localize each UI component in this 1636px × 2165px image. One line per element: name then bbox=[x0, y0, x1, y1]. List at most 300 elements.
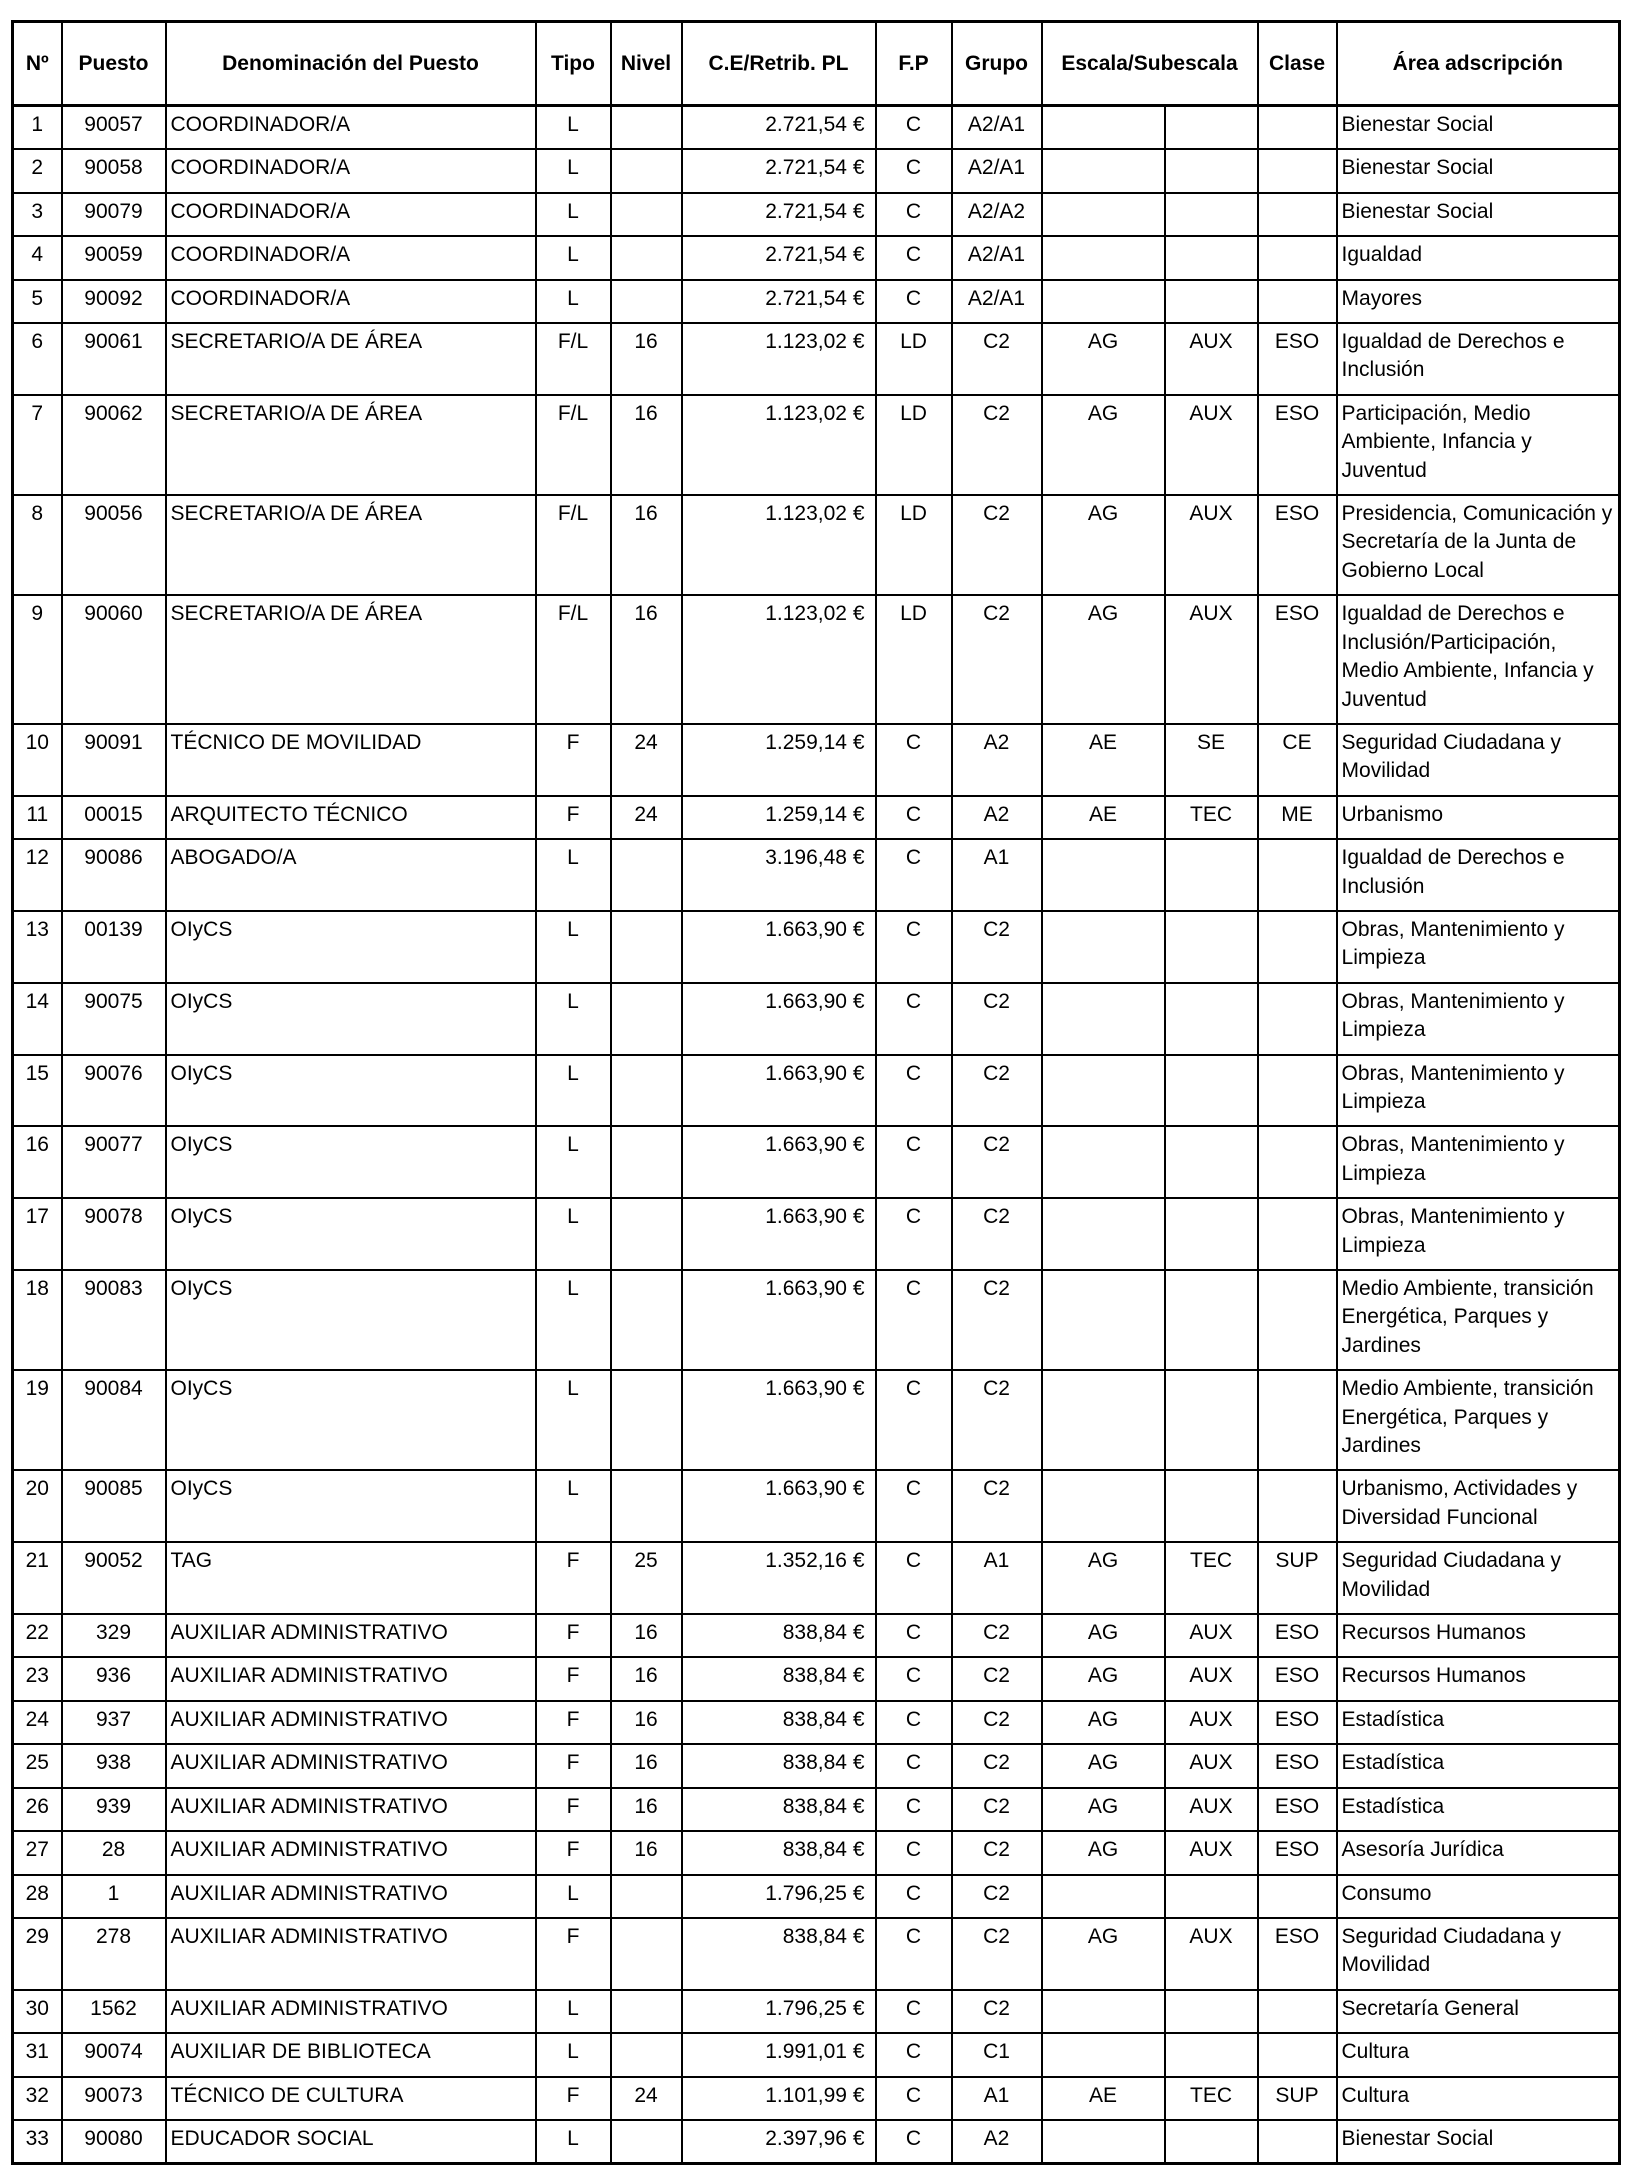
cell-no: 7 bbox=[13, 395, 62, 495]
cell-clase bbox=[1258, 1126, 1337, 1198]
cell-no: 19 bbox=[13, 1370, 62, 1470]
cell-grupo: A2/A1 bbox=[952, 106, 1042, 150]
cell-no: 18 bbox=[13, 1270, 62, 1370]
cell-tipo: L bbox=[536, 1875, 611, 1918]
cell-tipo: L bbox=[536, 1198, 611, 1270]
cell-clase: SUP bbox=[1258, 1542, 1337, 1614]
cell-denominacion: AUXILIAR ADMINISTRATIVO bbox=[166, 1614, 536, 1657]
cell-subescala bbox=[1165, 2033, 1258, 2076]
cell-nivel: 16 bbox=[611, 1701, 682, 1744]
table-row bbox=[13, 280, 1620, 323]
cell-nivel bbox=[611, 280, 682, 323]
cell-area: Obras, Mantenimiento y Limpieza bbox=[1337, 1198, 1620, 1270]
cell-escala bbox=[1042, 1055, 1165, 1127]
cell-denominacion: AUXILIAR ADMINISTRATIVO bbox=[166, 1701, 536, 1744]
cell-grupo: A2/A1 bbox=[952, 236, 1042, 279]
cell-puesto: 937 bbox=[62, 1701, 166, 1744]
cell-ce: 838,84 € bbox=[682, 1918, 876, 1990]
table-row bbox=[13, 1470, 1620, 1542]
cell-puesto: 90059 bbox=[62, 236, 166, 279]
cell-puesto: 90060 bbox=[62, 595, 166, 724]
cell-no: 11 bbox=[13, 796, 62, 839]
positions-table bbox=[11, 20, 1621, 2165]
table-row bbox=[13, 1126, 1620, 1198]
cell-clase bbox=[1258, 280, 1337, 323]
cell-tipo: F bbox=[536, 2077, 611, 2120]
cell-subescala bbox=[1165, 193, 1258, 236]
cell-clase bbox=[1258, 1990, 1337, 2033]
cell-grupo: C2 bbox=[952, 983, 1042, 1055]
cell-tipo: L bbox=[536, 1270, 611, 1370]
cell-tipo: L bbox=[536, 983, 611, 1055]
cell-area: Cultura bbox=[1337, 2077, 1620, 2120]
cell-puesto: 90085 bbox=[62, 1470, 166, 1542]
cell-puesto: 278 bbox=[62, 1918, 166, 1990]
cell-denominacion: AUXILIAR ADMINISTRATIVO bbox=[166, 1788, 536, 1831]
cell-subescala bbox=[1165, 983, 1258, 1055]
cell-tipo: F bbox=[536, 1542, 611, 1614]
cell-tipo: F/L bbox=[536, 395, 611, 495]
cell-escala: AG bbox=[1042, 1701, 1165, 1744]
cell-fp: C bbox=[876, 1701, 952, 1744]
cell-grupo: C2 bbox=[952, 1614, 1042, 1657]
cell-no: 31 bbox=[13, 2033, 62, 2076]
cell-no: 30 bbox=[13, 1990, 62, 2033]
cell-tipo: L bbox=[536, 236, 611, 279]
table-row bbox=[13, 1542, 1620, 1614]
cell-tipo: F bbox=[536, 1831, 611, 1874]
cell-escala: AG bbox=[1042, 1614, 1165, 1657]
cell-area: Mayores bbox=[1337, 280, 1620, 323]
cell-clase bbox=[1258, 1370, 1337, 1470]
cell-tipo: L bbox=[536, 1370, 611, 1470]
cell-tipo: L bbox=[536, 839, 611, 911]
cell-tipo: L bbox=[536, 1990, 611, 2033]
cell-area: Seguridad Ciudadana y Movilidad bbox=[1337, 1542, 1620, 1614]
cell-grupo: C2 bbox=[952, 911, 1042, 983]
cell-fp: C bbox=[876, 193, 952, 236]
cell-ce: 1.663,90 € bbox=[682, 1370, 876, 1470]
cell-no: 29 bbox=[13, 1918, 62, 1990]
cell-denominacion: OIyCS bbox=[166, 983, 536, 1055]
cell-no: 8 bbox=[13, 495, 62, 595]
cell-escala: AE bbox=[1042, 2077, 1165, 2120]
cell-grupo: C2 bbox=[952, 1470, 1042, 1542]
cell-fp: C bbox=[876, 280, 952, 323]
table-row bbox=[13, 1701, 1620, 1744]
cell-subescala: AUX bbox=[1165, 323, 1258, 395]
cell-area: Bienestar Social bbox=[1337, 2120, 1620, 2164]
cell-clase: ESO bbox=[1258, 1788, 1337, 1831]
table-row bbox=[13, 724, 1620, 796]
table-row bbox=[13, 1875, 1620, 1918]
cell-escala bbox=[1042, 236, 1165, 279]
cell-ce: 3.196,48 € bbox=[682, 839, 876, 911]
header-clase: Clase bbox=[1258, 22, 1337, 106]
cell-no: 33 bbox=[13, 2120, 62, 2164]
cell-grupo: C2 bbox=[952, 395, 1042, 495]
cell-fp: C bbox=[876, 1126, 952, 1198]
cell-subescala bbox=[1165, 911, 1258, 983]
header-row bbox=[13, 22, 1620, 106]
cell-subescala: TEC bbox=[1165, 1542, 1258, 1614]
cell-ce: 2.721,54 € bbox=[682, 236, 876, 279]
cell-ce: 838,84 € bbox=[682, 1614, 876, 1657]
cell-puesto: 90056 bbox=[62, 495, 166, 595]
header-puesto: Puesto bbox=[62, 22, 166, 106]
cell-nivel bbox=[611, 1198, 682, 1270]
cell-no: 10 bbox=[13, 724, 62, 796]
cell-clase bbox=[1258, 983, 1337, 1055]
cell-escala bbox=[1042, 1370, 1165, 1470]
cell-puesto: 00139 bbox=[62, 911, 166, 983]
cell-grupo: C2 bbox=[952, 1701, 1042, 1744]
cell-clase bbox=[1258, 1875, 1337, 1918]
header-nivel: Nivel bbox=[611, 22, 682, 106]
cell-no: 14 bbox=[13, 983, 62, 1055]
cell-nivel bbox=[611, 911, 682, 983]
cell-denominacion: AUXILIAR ADMINISTRATIVO bbox=[166, 1990, 536, 2033]
cell-nivel: 16 bbox=[611, 1744, 682, 1787]
cell-area: Estadística bbox=[1337, 1701, 1620, 1744]
cell-denominacion: ABOGADO/A bbox=[166, 839, 536, 911]
cell-puesto: 00015 bbox=[62, 796, 166, 839]
cell-fp: C bbox=[876, 983, 952, 1055]
cell-ce: 1.123,02 € bbox=[682, 395, 876, 495]
cell-subescala: AUX bbox=[1165, 595, 1258, 724]
cell-no: 24 bbox=[13, 1701, 62, 1744]
cell-tipo: L bbox=[536, 2033, 611, 2076]
cell-nivel bbox=[611, 1270, 682, 1370]
cell-nivel: 16 bbox=[611, 1831, 682, 1874]
table-row bbox=[13, 2120, 1620, 2164]
cell-grupo: C2 bbox=[952, 1270, 1042, 1370]
cell-subescala bbox=[1165, 149, 1258, 192]
cell-no: 22 bbox=[13, 1614, 62, 1657]
cell-escala bbox=[1042, 911, 1165, 983]
cell-denominacion: SECRETARIO/A DE ÁREA bbox=[166, 395, 536, 495]
cell-escala bbox=[1042, 1126, 1165, 1198]
cell-area: Recursos Humanos bbox=[1337, 1657, 1620, 1700]
cell-fp: C bbox=[876, 1990, 952, 2033]
cell-nivel bbox=[611, 106, 682, 150]
cell-clase: ESO bbox=[1258, 395, 1337, 495]
cell-area: Obras, Mantenimiento y Limpieza bbox=[1337, 911, 1620, 983]
cell-nivel bbox=[611, 1918, 682, 1990]
cell-fp: LD bbox=[876, 395, 952, 495]
table-row bbox=[13, 1831, 1620, 1874]
cell-subescala: AUX bbox=[1165, 1788, 1258, 1831]
cell-nivel bbox=[611, 983, 682, 1055]
cell-no: 9 bbox=[13, 595, 62, 724]
cell-subescala bbox=[1165, 1126, 1258, 1198]
cell-ce: 1.663,90 € bbox=[682, 1270, 876, 1370]
cell-ce: 1.123,02 € bbox=[682, 495, 876, 595]
cell-ce: 2.397,96 € bbox=[682, 2120, 876, 2164]
cell-grupo: A1 bbox=[952, 1542, 1042, 1614]
table-row bbox=[13, 149, 1620, 192]
table-body bbox=[13, 106, 1620, 2164]
cell-puesto: 90073 bbox=[62, 2077, 166, 2120]
cell-escala: AG bbox=[1042, 595, 1165, 724]
cell-puesto: 90079 bbox=[62, 193, 166, 236]
cell-tipo: F bbox=[536, 796, 611, 839]
cell-area: Urbanismo bbox=[1337, 796, 1620, 839]
cell-puesto: 1 bbox=[62, 1875, 166, 1918]
cell-no: 13 bbox=[13, 911, 62, 983]
cell-grupo: C2 bbox=[952, 1990, 1042, 2033]
cell-clase: CE bbox=[1258, 724, 1337, 796]
cell-nivel bbox=[611, 1055, 682, 1127]
cell-denominacion: ARQUITECTO TÉCNICO bbox=[166, 796, 536, 839]
cell-denominacion: AUXILIAR ADMINISTRATIVO bbox=[166, 1657, 536, 1700]
cell-area: Igualdad de Derechos e Inclusión/Participación, Medio Ambiente, Infancia y Juventud bbox=[1337, 595, 1620, 724]
cell-denominacion: OIyCS bbox=[166, 1370, 536, 1470]
cell-escala: AE bbox=[1042, 724, 1165, 796]
cell-tipo: F bbox=[536, 1788, 611, 1831]
cell-fp: C bbox=[876, 1918, 952, 1990]
cell-no: 1 bbox=[13, 106, 62, 150]
cell-area: Bienestar Social bbox=[1337, 193, 1620, 236]
header-fp: F.P bbox=[876, 22, 952, 106]
cell-area: Medio Ambiente, transición Energética, Parques y Jardines bbox=[1337, 1270, 1620, 1370]
table-row bbox=[13, 1990, 1620, 2033]
cell-fp: C bbox=[876, 1614, 952, 1657]
cell-subescala bbox=[1165, 1270, 1258, 1370]
cell-puesto: 90091 bbox=[62, 724, 166, 796]
table-row bbox=[13, 1055, 1620, 1127]
cell-fp: C bbox=[876, 1875, 952, 1918]
cell-escala bbox=[1042, 2033, 1165, 2076]
cell-nivel bbox=[611, 1875, 682, 1918]
cell-no: 15 bbox=[13, 1055, 62, 1127]
cell-grupo: C2 bbox=[952, 595, 1042, 724]
cell-puesto: 90075 bbox=[62, 983, 166, 1055]
cell-fp: C bbox=[876, 724, 952, 796]
cell-escala: AG bbox=[1042, 1744, 1165, 1787]
cell-denominacion: OIyCS bbox=[166, 1198, 536, 1270]
cell-area: Estadística bbox=[1337, 1788, 1620, 1831]
cell-no: 17 bbox=[13, 1198, 62, 1270]
cell-nivel: 16 bbox=[611, 395, 682, 495]
cell-clase: ESO bbox=[1258, 495, 1337, 595]
cell-subescala: AUX bbox=[1165, 495, 1258, 595]
cell-denominacion: COORDINADOR/A bbox=[166, 236, 536, 279]
cell-subescala: AUX bbox=[1165, 1918, 1258, 1990]
cell-clase bbox=[1258, 236, 1337, 279]
cell-subescala: AUX bbox=[1165, 1701, 1258, 1744]
cell-nivel bbox=[611, 1470, 682, 1542]
cell-no: 20 bbox=[13, 1470, 62, 1542]
cell-fp: C bbox=[876, 236, 952, 279]
cell-nivel bbox=[611, 1990, 682, 2033]
cell-fp: C bbox=[876, 911, 952, 983]
cell-tipo: L bbox=[536, 149, 611, 192]
cell-ce: 1.123,02 € bbox=[682, 323, 876, 395]
cell-escala bbox=[1042, 193, 1165, 236]
cell-grupo: C2 bbox=[952, 1875, 1042, 1918]
cell-ce: 2.721,54 € bbox=[682, 149, 876, 192]
cell-clase: ME bbox=[1258, 796, 1337, 839]
cell-puesto: 90058 bbox=[62, 149, 166, 192]
cell-escala: AG bbox=[1042, 1788, 1165, 1831]
cell-denominacion: OIyCS bbox=[166, 1126, 536, 1198]
cell-area: Igualdad bbox=[1337, 236, 1620, 279]
header-grupo: Grupo bbox=[952, 22, 1042, 106]
cell-fp: LD bbox=[876, 495, 952, 595]
cell-grupo: C2 bbox=[952, 1370, 1042, 1470]
cell-grupo: C2 bbox=[952, 1788, 1042, 1831]
cell-subescala: AUX bbox=[1165, 1657, 1258, 1700]
cell-area: Igualdad de Derechos e Inclusión bbox=[1337, 839, 1620, 911]
cell-escala bbox=[1042, 983, 1165, 1055]
header-area: Área adscripción bbox=[1337, 22, 1620, 106]
cell-subescala: AUX bbox=[1165, 1614, 1258, 1657]
cell-fp: LD bbox=[876, 595, 952, 724]
cell-fp: C bbox=[876, 1270, 952, 1370]
cell-subescala: AUX bbox=[1165, 1831, 1258, 1874]
cell-area: Obras, Mantenimiento y Limpieza bbox=[1337, 1055, 1620, 1127]
cell-clase bbox=[1258, 839, 1337, 911]
cell-fp: C bbox=[876, 1370, 952, 1470]
cell-denominacion: AUXILIAR ADMINISTRATIVO bbox=[166, 1831, 536, 1874]
table-row bbox=[13, 796, 1620, 839]
cell-puesto: 329 bbox=[62, 1614, 166, 1657]
cell-area: Cultura bbox=[1337, 2033, 1620, 2076]
cell-fp: C bbox=[876, 1831, 952, 1874]
cell-subescala bbox=[1165, 280, 1258, 323]
cell-clase: ESO bbox=[1258, 1744, 1337, 1787]
cell-puesto: 90084 bbox=[62, 1370, 166, 1470]
cell-clase: ESO bbox=[1258, 1657, 1337, 1700]
cell-escala: AG bbox=[1042, 1831, 1165, 1874]
cell-area: Seguridad Ciudadana y Movilidad bbox=[1337, 724, 1620, 796]
cell-ce: 1.796,25 € bbox=[682, 1990, 876, 2033]
header-ce: C.E/Retrib. PL bbox=[682, 22, 876, 106]
cell-no: 23 bbox=[13, 1657, 62, 1700]
cell-ce: 2.721,54 € bbox=[682, 280, 876, 323]
cell-clase bbox=[1258, 911, 1337, 983]
cell-subescala: AUX bbox=[1165, 395, 1258, 495]
table-row bbox=[13, 1918, 1620, 1990]
cell-subescala bbox=[1165, 1055, 1258, 1127]
cell-escala bbox=[1042, 280, 1165, 323]
cell-area: Consumo bbox=[1337, 1875, 1620, 1918]
cell-area: Obras, Mantenimiento y Limpieza bbox=[1337, 983, 1620, 1055]
cell-ce: 838,84 € bbox=[682, 1831, 876, 1874]
cell-escala bbox=[1042, 1270, 1165, 1370]
cell-clase bbox=[1258, 106, 1337, 150]
cell-escala: AG bbox=[1042, 323, 1165, 395]
cell-subescala bbox=[1165, 1470, 1258, 1542]
cell-escala: AG bbox=[1042, 1542, 1165, 1614]
cell-fp: C bbox=[876, 1470, 952, 1542]
cell-fp: C bbox=[876, 149, 952, 192]
cell-escala bbox=[1042, 1875, 1165, 1918]
cell-fp: C bbox=[876, 1198, 952, 1270]
cell-fp: C bbox=[876, 1744, 952, 1787]
header-no: Nº bbox=[13, 22, 62, 106]
cell-subescala bbox=[1165, 1198, 1258, 1270]
cell-nivel bbox=[611, 236, 682, 279]
cell-no: 4 bbox=[13, 236, 62, 279]
cell-no: 27 bbox=[13, 1831, 62, 1874]
cell-tipo: F bbox=[536, 724, 611, 796]
cell-nivel bbox=[611, 839, 682, 911]
cell-grupo: C2 bbox=[952, 1918, 1042, 1990]
cell-clase bbox=[1258, 149, 1337, 192]
cell-nivel bbox=[611, 2120, 682, 2164]
cell-clase: ESO bbox=[1258, 323, 1337, 395]
cell-denominacion: AUXILIAR ADMINISTRATIVO bbox=[166, 1918, 536, 1990]
cell-fp: C bbox=[876, 1788, 952, 1831]
cell-fp: C bbox=[876, 2120, 952, 2164]
cell-puesto: 90092 bbox=[62, 280, 166, 323]
cell-clase bbox=[1258, 1270, 1337, 1370]
table-row bbox=[13, 1744, 1620, 1787]
cell-no: 2 bbox=[13, 149, 62, 192]
cell-area: Participación, Medio Ambiente, Infancia y Juventud bbox=[1337, 395, 1620, 495]
cell-grupo: A2 bbox=[952, 2120, 1042, 2164]
cell-tipo: L bbox=[536, 1055, 611, 1127]
cell-denominacion: SECRETARIO/A DE ÁREA bbox=[166, 323, 536, 395]
cell-nivel bbox=[611, 2033, 682, 2076]
cell-fp: C bbox=[876, 839, 952, 911]
cell-grupo: C2 bbox=[952, 1831, 1042, 1874]
cell-fp: C bbox=[876, 1542, 952, 1614]
cell-escala bbox=[1042, 106, 1165, 150]
cell-puesto: 28 bbox=[62, 1831, 166, 1874]
cell-grupo: A1 bbox=[952, 2077, 1042, 2120]
cell-nivel bbox=[611, 1370, 682, 1470]
cell-denominacion: AUXILIAR ADMINISTRATIVO bbox=[166, 1744, 536, 1787]
cell-denominacion: TAG bbox=[166, 1542, 536, 1614]
cell-clase: SUP bbox=[1258, 2077, 1337, 2120]
cell-ce: 1.991,01 € bbox=[682, 2033, 876, 2076]
cell-puesto: 90076 bbox=[62, 1055, 166, 1127]
header-denominacion: Denominación del Puesto bbox=[166, 22, 536, 106]
cell-area: Bienestar Social bbox=[1337, 106, 1620, 150]
cell-denominacion: OIyCS bbox=[166, 1470, 536, 1542]
cell-nivel: 16 bbox=[611, 1614, 682, 1657]
cell-nivel: 24 bbox=[611, 2077, 682, 2120]
cell-clase bbox=[1258, 1055, 1337, 1127]
cell-clase bbox=[1258, 2033, 1337, 2076]
cell-ce: 1.259,14 € bbox=[682, 796, 876, 839]
table-row bbox=[13, 395, 1620, 495]
cell-area: Urbanismo, Actividades y Diversidad Funcional bbox=[1337, 1470, 1620, 1542]
cell-grupo: C2 bbox=[952, 495, 1042, 595]
cell-no: 28 bbox=[13, 1875, 62, 1918]
cell-fp: C bbox=[876, 1055, 952, 1127]
cell-subescala bbox=[1165, 839, 1258, 911]
table-row bbox=[13, 983, 1620, 1055]
cell-escala bbox=[1042, 1470, 1165, 1542]
cell-denominacion: OIyCS bbox=[166, 911, 536, 983]
table-row bbox=[13, 2077, 1620, 2120]
cell-ce: 1.663,90 € bbox=[682, 911, 876, 983]
cell-area: Igualdad de Derechos e Inclusión bbox=[1337, 323, 1620, 395]
cell-denominacion: SECRETARIO/A DE ÁREA bbox=[166, 595, 536, 724]
cell-ce: 1.663,90 € bbox=[682, 1470, 876, 1542]
cell-no: 16 bbox=[13, 1126, 62, 1198]
cell-nivel: 24 bbox=[611, 796, 682, 839]
cell-escala bbox=[1042, 149, 1165, 192]
table-row bbox=[13, 495, 1620, 595]
cell-escala bbox=[1042, 1198, 1165, 1270]
cell-escala: AG bbox=[1042, 395, 1165, 495]
cell-denominacion: TÉCNICO DE CULTURA bbox=[166, 2077, 536, 2120]
